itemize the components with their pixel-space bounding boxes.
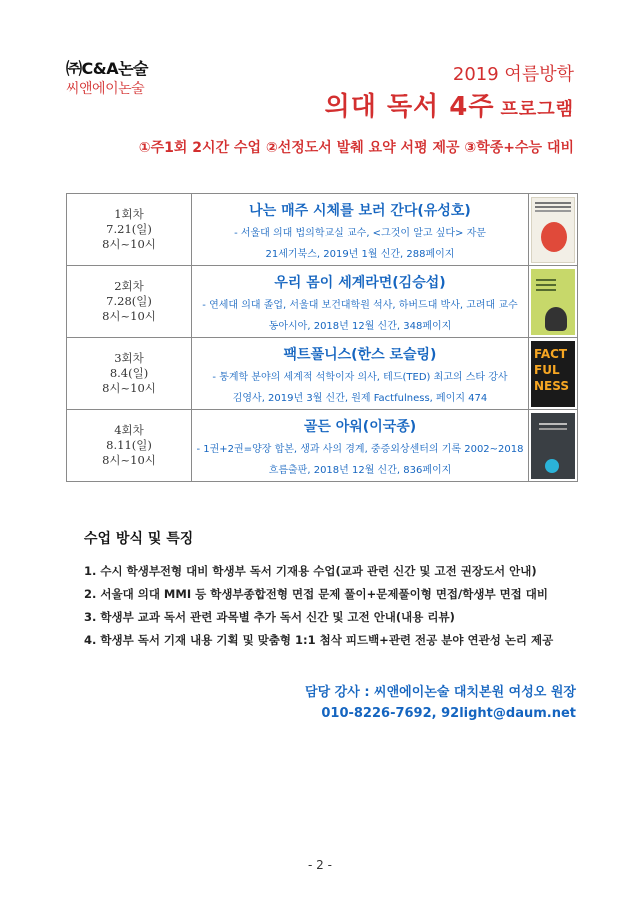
author-description: - 연세대 의대 졸업, 서울대 보건대학원 석사, 하버드대 박사, 고려대 교수: [202, 299, 518, 311]
page-number: - 2 -: [308, 858, 332, 872]
instructor-info: 담당 강사 : 씨앤에이논술 대치본원 여성오 원장: [305, 685, 576, 700]
book-title: 팩트풀니스(한스 로슬링): [283, 346, 437, 363]
book-cover-cell: [529, 266, 578, 338]
program-highlights: ①주1회 2시간 수업 ②선정도서 발췌 요약 서평 제공 ③학종+수능 대비: [138, 140, 574, 156]
session-time: 8시~10시: [102, 309, 156, 323]
program-title-main: 의대 독서 4주: [324, 92, 495, 122]
cover-text-line: NESS: [534, 378, 569, 393]
table-row: [67, 410, 578, 482]
book-cover-cell: [529, 194, 578, 266]
book-cover-cell: [529, 338, 578, 410]
session-round: 1회차: [114, 207, 144, 221]
table-row: [67, 266, 578, 338]
class-features: [84, 528, 553, 652]
book-cover-4-icon: [531, 413, 575, 479]
session-time: 8시~10시: [102, 381, 156, 395]
session-round: 2회차: [114, 279, 144, 293]
book-info-cell: [192, 266, 529, 338]
book-title: 우리 몸이 세계라면(김승섭): [274, 274, 446, 291]
list-item: 2. 서울대 의대 MMI 등 학생부종합전형 면접 문제 풀이+문제풀이형 면접/학생부 면접 대비: [84, 587, 549, 601]
session-time: 8시~10시: [102, 237, 156, 251]
book-info-cell: [192, 410, 529, 482]
session-time: 8시~10시: [102, 453, 156, 467]
program-title-suffix: 프로그램: [500, 99, 574, 120]
publication-info: 김영사, 2019년 3월 신간, 원제 Factfulness, 페이지 474: [232, 392, 488, 404]
company-logo: [66, 56, 148, 98]
schedule-table: [66, 193, 578, 482]
contact-info: 010-8226-7692, 92light@daum.net: [321, 706, 576, 721]
session-date: 7.28(일): [106, 294, 152, 308]
session-date-cell: [67, 338, 192, 410]
logo-subtext: 씨앤에이논술: [66, 81, 145, 97]
cover-text-line: FACT: [534, 346, 568, 361]
table-row: [67, 194, 578, 266]
author-description: - 1권+2권=양장 합본, 생과 사의 경계, 중증외상센터의 기록 2002~2018: [196, 443, 524, 455]
cover-text-line: FUL: [534, 362, 560, 377]
book-title: 골든 아워(이국종): [303, 418, 417, 435]
publication-info: 흐름출판, 2018년 12월 신간, 836페이지: [268, 464, 452, 476]
list-item: 4. 학생부 독서 기재 내용 기획 및 맞춤형 1:1 첨삭 피드백+관련 전공 분야 연관성 논리 제공: [84, 633, 554, 647]
program-title: [325, 86, 574, 123]
logo-text: ㈜C&A논술: [66, 59, 148, 78]
session-round: 4회차: [114, 423, 144, 437]
table-row: [67, 338, 578, 410]
program-season: 2019 여름방학: [452, 64, 574, 85]
author-description: - 통계학 분야의 세계적 석학이자 의사, 테드(TED) 최고의 스타 강사: [212, 371, 508, 383]
features-list: [84, 560, 553, 652]
book-cover-cell: [529, 410, 578, 482]
book-cover-2-icon: [531, 269, 575, 335]
session-date-cell: [67, 266, 192, 338]
publication-info: 동아시아, 2018년 12월 신간, 348페이지: [268, 320, 452, 332]
session-round: 3회차: [114, 351, 144, 365]
list-item: 3. 학생부 교과 독서 관련 과목별 추가 독서 신간 및 고전 안내(내용 리뷰): [84, 610, 455, 624]
session-date: 7.21(일): [106, 222, 152, 236]
publication-info: 21세기북스, 2019년 1월 신간, 288페이지: [265, 248, 455, 260]
list-item: 1. 수시 학생부전형 대비 학생부 독서 기재용 수업(교과 관련 신간 및 고전 권장도서 안내): [84, 564, 537, 578]
book-cover-3-icon: [531, 341, 575, 407]
book-info-cell: [192, 194, 529, 266]
session-date: 8.4(일): [109, 366, 149, 380]
author-description: - 서울대 의대 법의학교실 교수, <그것이 알고 싶다> 자문: [234, 227, 486, 239]
session-date-cell: [67, 410, 192, 482]
book-cover-1-icon: [531, 197, 575, 263]
session-date: 8.11(일): [106, 438, 152, 452]
book-info-cell: [192, 338, 529, 410]
session-date-cell: [67, 194, 192, 266]
features-heading: 수업 방식 및 특징: [84, 531, 194, 547]
book-title: 나는 매주 시체를 보러 간다(유성호): [249, 202, 471, 219]
